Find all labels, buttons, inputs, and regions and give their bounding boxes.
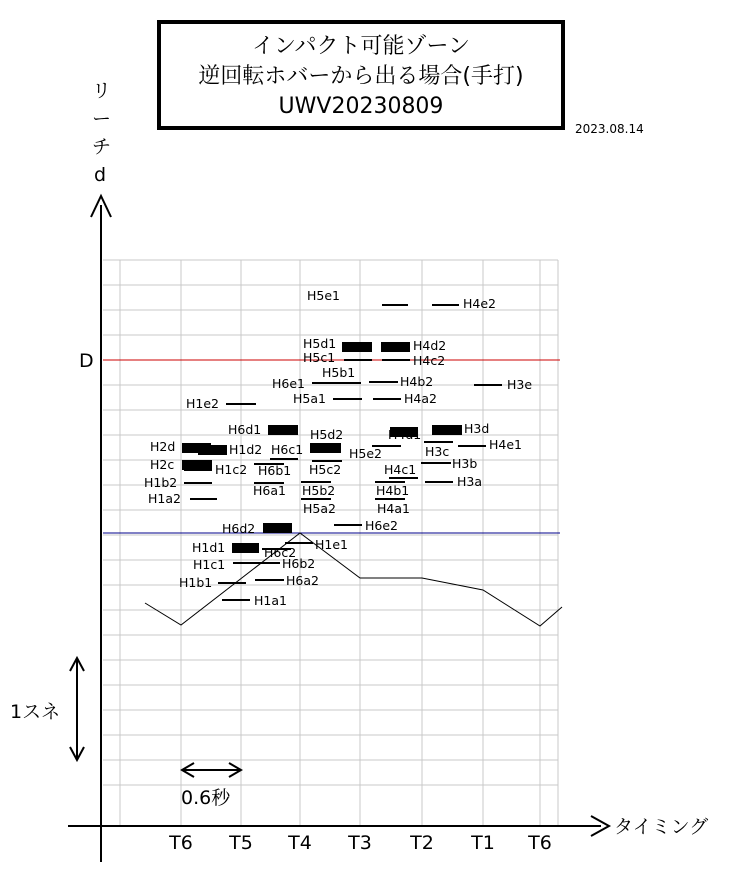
zone-label: H6a2 <box>286 573 319 588</box>
zone-label: H5d2 <box>310 427 344 442</box>
zone-h1b1 <box>179 575 246 590</box>
zone-label: H4b2 <box>400 374 434 389</box>
interval-label: 0.6秒 <box>181 787 231 809</box>
zone-label: H4b1 <box>376 483 410 498</box>
timing-tick-label: T3 <box>348 832 372 854</box>
zone-label: H6a1 <box>253 483 286 498</box>
zone-h3c <box>424 442 453 459</box>
zone-label: H5c1 <box>303 350 336 365</box>
unit-label: 1スネ <box>10 701 61 723</box>
zone-label: H3d <box>464 421 490 436</box>
zone-h6a1 <box>253 483 286 498</box>
zone-label: H1d1 <box>192 540 226 555</box>
zone-bar-thick <box>232 543 259 553</box>
zone-h4c1 <box>384 462 418 478</box>
zone-label: H5e1 <box>307 288 340 303</box>
zone-label: H4e2 <box>463 296 496 311</box>
zone-h4d2 <box>381 338 446 353</box>
y-axis-label-char: リ <box>92 80 112 102</box>
zone-h1a2 <box>148 491 217 506</box>
date-stamp: 2023.08.14 <box>575 122 644 136</box>
zone-h1e2 <box>186 396 256 411</box>
zone-label: H3c <box>425 444 450 459</box>
zone-label: H4c2 <box>413 353 446 368</box>
zone-label: H4c1 <box>384 462 417 477</box>
title-line-3: UWV20230809 <box>278 94 444 119</box>
zone-label: H5b2 <box>302 483 336 498</box>
zone-h5e2 <box>349 446 401 461</box>
zone-h4d1 <box>388 427 421 442</box>
zone-label: H6c1 <box>271 442 304 457</box>
zone-label: H1b1 <box>179 575 213 590</box>
zone-h1d1 <box>192 540 259 555</box>
zone-bar-thick <box>310 443 341 453</box>
zone-label: H6b2 <box>282 556 316 571</box>
zone-label: H5a1 <box>293 391 326 406</box>
zone-label: H1a2 <box>148 491 181 506</box>
zone-h5b1 <box>322 365 355 383</box>
zone-h5a1 <box>293 391 362 406</box>
zone-h4e1 <box>458 437 522 452</box>
zone-bar-thick <box>342 342 372 352</box>
y-axis-label-char: チ <box>92 136 112 158</box>
zone-h6d2 <box>222 521 292 536</box>
zone-bar-thick <box>263 523 292 533</box>
zone-h4a1 <box>375 499 410 516</box>
zone-label: H6d2 <box>222 521 256 536</box>
timing-tick-label: T4 <box>288 832 312 854</box>
y-axis-label <box>92 80 111 186</box>
zone-label: H1d2 <box>229 442 263 457</box>
zone-h4c2 <box>382 353 445 368</box>
zone-label: H3e <box>507 377 533 392</box>
zone-h1b2 <box>144 475 212 490</box>
timing-tick-labels <box>168 832 552 854</box>
zone-h5c2 <box>309 461 342 477</box>
zone-h5b2 <box>301 482 335 498</box>
zone-label: H5d1 <box>303 336 337 351</box>
zone-label: H1e1 <box>315 537 348 552</box>
y-axis-label-char: d <box>94 164 107 186</box>
zone-h6b2 <box>250 556 315 571</box>
zone-label: H2c <box>150 457 175 472</box>
zone-h4b1 <box>375 482 409 498</box>
zone-label: H5b1 <box>322 365 356 380</box>
zone-h6a2 <box>255 573 319 588</box>
y-axis-label-char: ー <box>92 108 112 130</box>
zone-bar-thick <box>432 425 462 435</box>
zone-bar-thick <box>198 445 227 455</box>
zone-label: H3a <box>457 474 483 489</box>
zone-label: H4d1 <box>388 427 422 442</box>
zone-h5c1 <box>303 350 372 365</box>
timing-tick-label: T5 <box>229 832 253 854</box>
zone-label: H5e2 <box>349 446 382 461</box>
zone-label: H1c1 <box>193 557 226 572</box>
d-label: D <box>79 350 94 372</box>
timing-tick-label: T6 <box>169 832 193 854</box>
zone-label: H5c2 <box>309 462 342 477</box>
zone-bar-thick <box>182 460 212 470</box>
zone-label: H3b <box>452 456 478 471</box>
zone-label: H6d1 <box>228 422 262 437</box>
zone-label: H1e2 <box>186 396 219 411</box>
timing-tick-label: T1 <box>471 832 495 854</box>
zone-h6e2 <box>334 518 398 533</box>
zone-h5e1 <box>307 288 408 305</box>
timing-tick-label: T2 <box>410 832 434 854</box>
x-axis-label: タイミング <box>614 816 709 838</box>
zone-label: H4a2 <box>404 391 437 406</box>
zone-h4a2 <box>373 391 437 406</box>
title-line-2: 逆回転ホバーから出る場合(手打) <box>198 64 524 89</box>
zone-h3a <box>425 474 482 489</box>
zone-h4b2 <box>369 374 433 389</box>
title-box <box>157 20 565 130</box>
zone-h1a1 <box>222 593 287 608</box>
zone-label: H6c2 <box>264 545 297 560</box>
title-line-1: インパクト可能ゾーン <box>251 34 471 59</box>
zone-label: H2d <box>150 439 176 454</box>
zone-h5d2 <box>310 427 343 453</box>
zone-h4e2 <box>432 296 496 311</box>
timing-tick-label: T6 <box>528 832 552 854</box>
zone-h5a2 <box>301 499 336 516</box>
zone-label: H4d2 <box>413 338 447 353</box>
zone-label: H4e1 <box>489 437 522 452</box>
zone-label: H1c2 <box>215 462 248 477</box>
zone-bar-thick <box>268 425 298 435</box>
zone-label: H6b1 <box>258 463 292 478</box>
zone-h6b1 <box>254 463 291 478</box>
zone-label: H5a2 <box>303 501 336 516</box>
zone-label: H1a1 <box>254 593 287 608</box>
zone-label: H6e2 <box>365 518 398 533</box>
zone-label: H6e1 <box>272 376 305 391</box>
zone-h6c1 <box>270 442 303 459</box>
zone-h3d <box>432 421 489 436</box>
zone-label: H4a1 <box>377 501 410 516</box>
zone-bar-thick <box>381 342 410 352</box>
zone-label: H1b2 <box>144 475 178 490</box>
